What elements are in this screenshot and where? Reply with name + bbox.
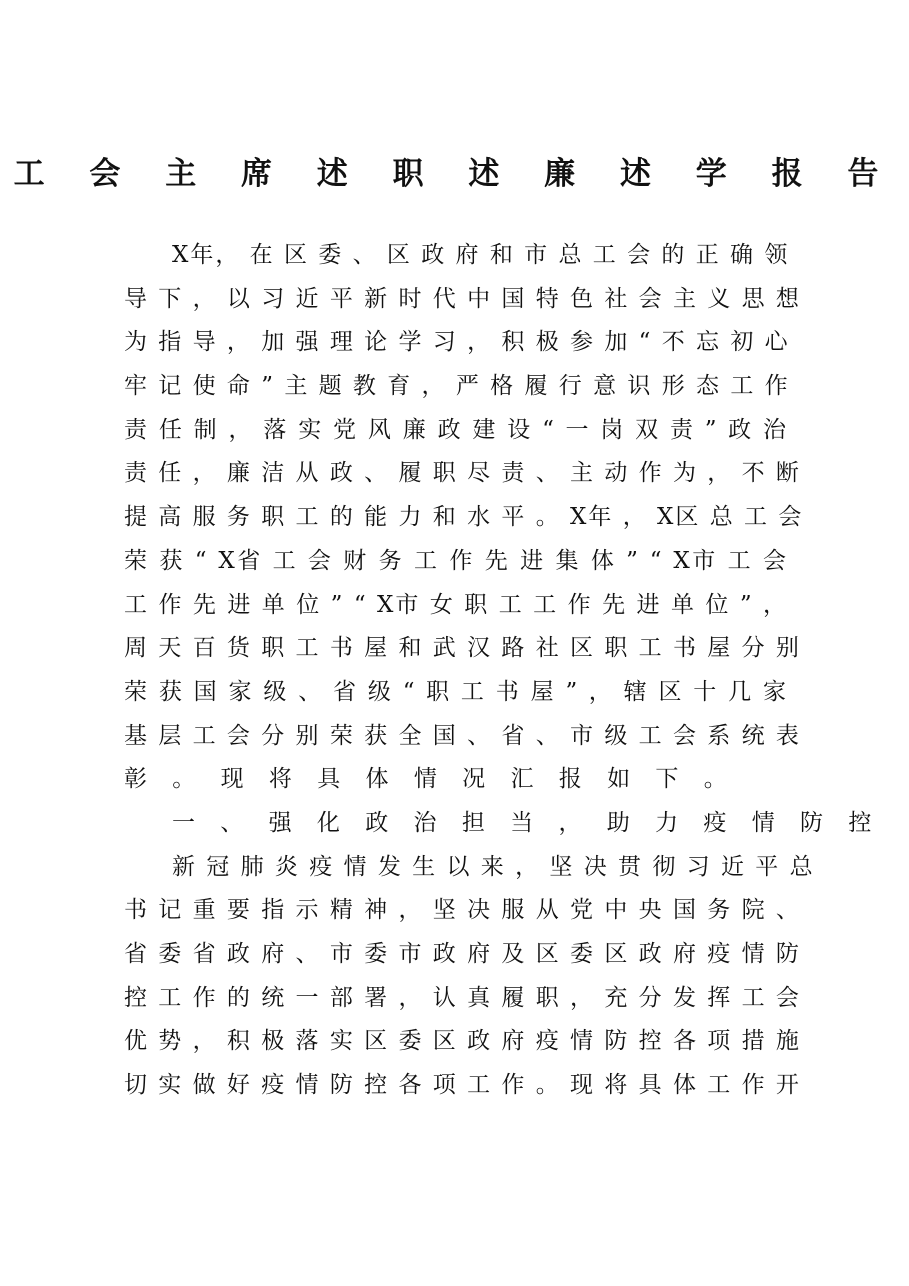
paragraph-line: 导 下 ， 以 习 近 平 新 时 代 中 国 特 色 社 会 主 义 思 想: [124, 285, 801, 312]
paragraph-line: 周 天 百 货 职 工 书 屋 和 武 汉 路 社 区 职 工 书 屋 分 别: [124, 635, 801, 662]
paragraph-line: 新 冠 肺 炎 疫 情 发 生 以 来 ， 坚 决 贯 彻 习 近 平 总: [172, 853, 815, 880]
paragraph-line: 彰 。 现 将 具 体 情 况 汇 报 如 下 。: [124, 766, 736, 793]
paragraph-line: X年， 在 区 委 、 区 政 府 和 市 总 工 会 的 正 确 领: [172, 242, 790, 268]
document-title: 工 会 主 席 述 职 述 廉 述 学 报 告: [13, 156, 896, 192]
paragraph-line: 牢 记 使 命 ” 主 题 教 育 ， 严 格 履 行 意 识 形 态 工 作: [124, 373, 790, 400]
paragraph-line: 为 指 导 ， 加 强 理 论 学 习 ， 积 极 参 加 “ 不 忘 初 心: [124, 329, 790, 356]
paragraph-line: 荣 获 国 家 级 、 省 级 “ 职 工 书 屋 ” ， 辖 区 十 几 家: [124, 678, 788, 705]
paragraph-line: 优 势 ， 积 极 落 实 区 委 区 政 府 疫 情 防 控 各 项 措 施: [124, 1028, 801, 1055]
paragraph-section-1: [124, 846, 815, 1108]
paragraph-line: 切 实 做 好 疫 情 防 控 各 项 工 作 。 现 将 具 体 工 作 开: [124, 1072, 801, 1099]
paragraph-line: 控 工 作 的 统 一 部 署 ， 认 真 履 职 ， 充 分 发 挥 工 会: [124, 984, 801, 1011]
paragraph-line: 责 任 ， 廉 洁 从 政 、 履 职 尽 责 、 主 动 作 为 ， 不 断: [124, 460, 801, 487]
paragraph-line: 责 任 制 ， 落 实 党 风 廉 政 建 设 “ 一 岗 双 责 ” 政 治: [124, 416, 788, 443]
document-body: [124, 234, 881, 1108]
paragraph-line: 工 作 先 进 单 位 ” “ X市 女 职 工 工 作 先 进 单 位 ” ，: [124, 591, 788, 618]
paragraph-line: 书 记 重 要 指 示 精 神 ， 坚 决 服 从 党 中 央 国 务 院 、: [124, 897, 801, 924]
paragraph-intro: [124, 234, 804, 802]
paragraph-line: 省 委 省 政 府 、 市 委 市 政 府 及 区 委 区 政 府 疫 情 防: [124, 941, 801, 967]
paragraph-line: 提 高 服 务 职 工 的 能 力 和 水 平 。 X年 ， X区 总 工 会: [124, 504, 804, 531]
paragraph-line: 基 层 工 会 分 别 荣 获 全 国 、 省 、 市 级 工 会 系 统 表: [124, 722, 801, 749]
section-heading: 一 、 强 化 政 治 担 当 ， 助 力 疫 情 防 控: [172, 809, 881, 836]
paragraph-line: 荣 获 “ X省 工 会 财 务 工 作 先 进 集 体 ” “ X市 工 会: [124, 547, 788, 574]
